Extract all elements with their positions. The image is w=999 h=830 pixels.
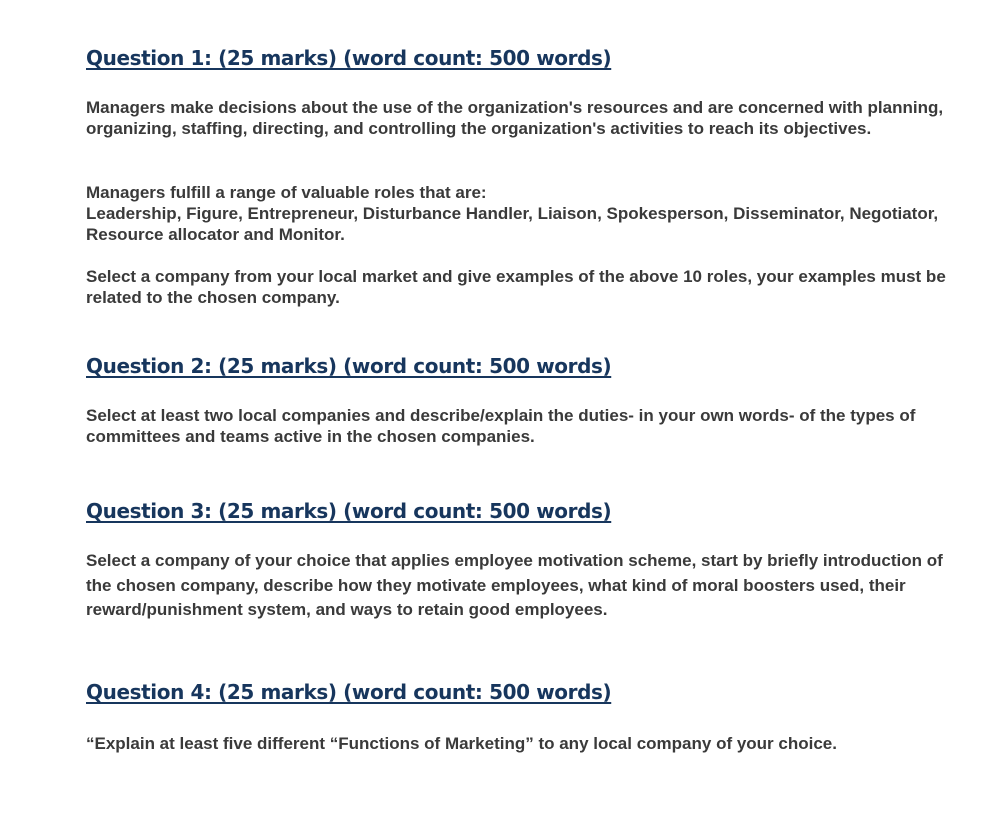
question-1-roles-paragraph bbox=[86, 182, 951, 245]
question-1-roles-list: Leadership, Figure, Entrepreneur, Disturbance Handler, Liaison, Spokesperson, Disseminator, Negotiator, Resource allocator and Monitor. bbox=[86, 204, 939, 244]
question-1-task-paragraph: Select a company from your local market and give examples of the above 10 roles, your examples must be related to the chosen company. bbox=[86, 267, 946, 307]
question-2-task-paragraph: Select at least two local companies and describe/explain the duties- in your own words- of the types of committees and teams active in the chosen companies. bbox=[86, 406, 916, 446]
question-1-heading: Question 1: (25 marks) (word count: 500 words) bbox=[86, 46, 612, 70]
question-1-intro-paragraph: Managers make decisions about the use of the organization's resources and are concerned with planning, organizing, staffing, directing, and controlling the organization's activities to reach its objectives. bbox=[86, 98, 944, 138]
question-3-task-paragraph: Select a company of your choice that applies employee motivation scheme, start by briefly introduction of the chosen company, describe how they motivate employees, what kind of moral boosters used, their reward/punishment system, and ways to retain good employees. bbox=[86, 551, 943, 619]
question-3-heading: Question 3: (25 marks) (word count: 500 words) bbox=[86, 499, 612, 523]
question-2-heading: Question 2: (25 marks) (word count: 500 words) bbox=[86, 354, 612, 378]
question-4-heading: Question 4: (25 marks) (word count: 500 words) bbox=[86, 680, 612, 704]
question-4-task-paragraph: “Explain at least five different “Functions of Marketing” to any local company of your choice. bbox=[86, 734, 837, 753]
question-1-roles-intro: Managers fulfill a range of valuable roles that are: bbox=[86, 183, 487, 202]
